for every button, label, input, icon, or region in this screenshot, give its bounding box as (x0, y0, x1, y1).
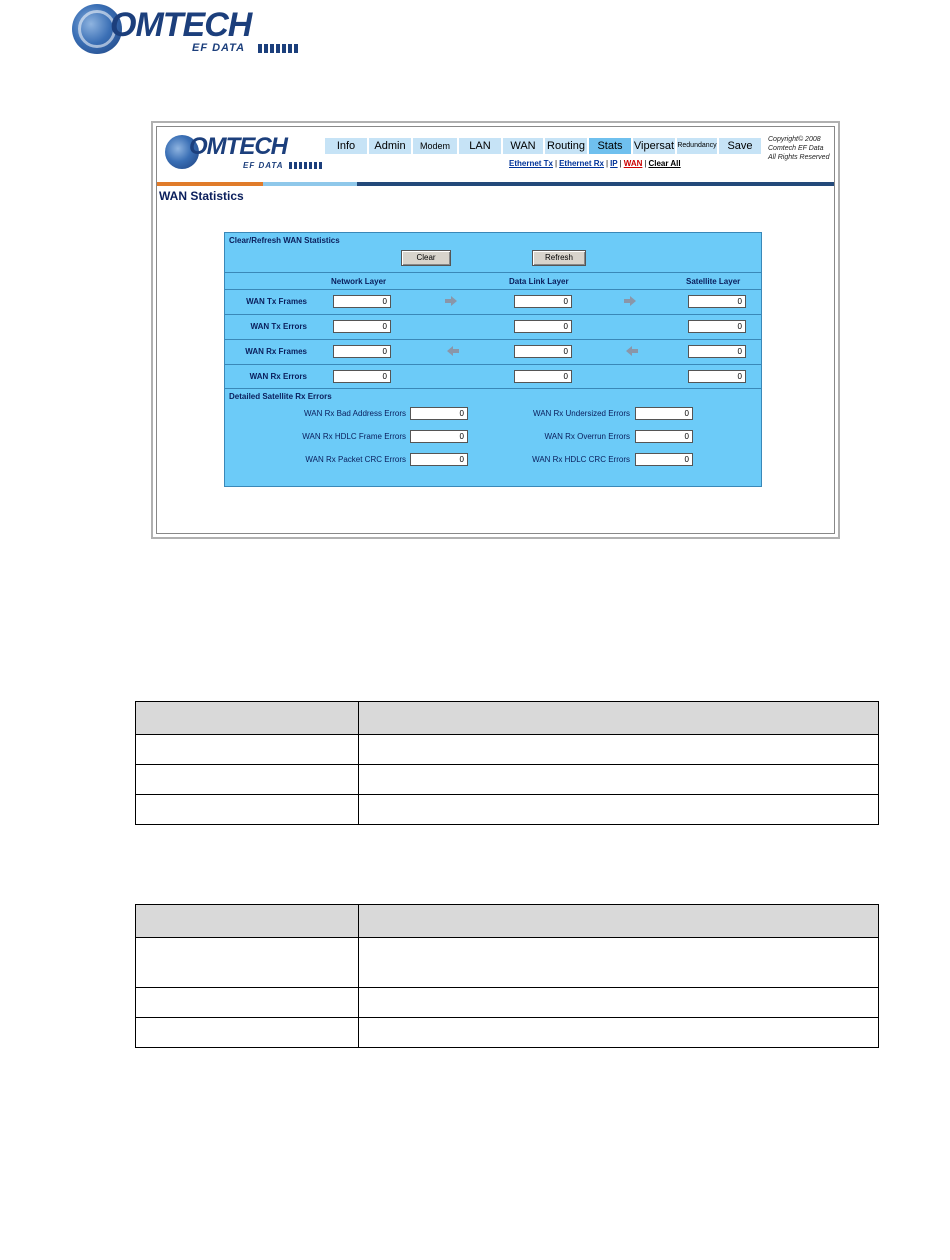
rx-frames-datalink-field[interactable]: 0 (514, 345, 572, 358)
tab-admin[interactable]: Admin (368, 137, 412, 155)
main-nav (324, 137, 762, 155)
document-table-1 (135, 701, 879, 825)
logo-wordmark: OMTECH (110, 6, 252, 44)
tab-routing[interactable]: Routing (544, 137, 588, 155)
tx-frames-satellite-field[interactable]: 0 (688, 295, 746, 308)
row-label-tx-errors: WAN Tx Errors (250, 322, 307, 331)
detail-label-packet-crc: WAN Rx Packet CRC Errors (305, 455, 406, 464)
table-row (136, 765, 879, 795)
table-row (136, 1018, 879, 1048)
rx-errors-satellite-field[interactable]: 0 (688, 370, 746, 383)
rx-frames-network-field[interactable]: 0 (333, 345, 391, 358)
copyright-line: Comtech EF Data (768, 145, 824, 152)
bad-address-errors-field[interactable]: 0 (410, 407, 468, 420)
subnav-ethernet-rx[interactable]: Ethernet Rx (559, 159, 604, 168)
subnav-ethernet-tx[interactable]: Ethernet Tx (509, 159, 554, 168)
copyright-line: All Rights Reserved (768, 154, 830, 161)
packet-crc-errors-field[interactable]: 0 (410, 453, 468, 466)
page-title: WAN Statistics (159, 189, 244, 203)
row-label-rx-errors: WAN Rx Errors (249, 372, 307, 381)
app-window (156, 126, 835, 534)
tab-lan[interactable]: LAN (458, 137, 502, 155)
subnav-clear-all[interactable]: Clear All (648, 159, 681, 168)
stats-subnav: Ethernet Tx | Ethernet Rx | IP | WAN | Clear All (509, 159, 681, 168)
hdlc-crc-errors-field[interactable]: 0 (635, 453, 693, 466)
arrow-left-icon (447, 346, 459, 356)
rx-frames-satellite-field[interactable]: 0 (688, 345, 746, 358)
table-header-row (136, 702, 879, 735)
rx-errors-datalink-field[interactable]: 0 (514, 370, 572, 383)
tab-redundancy[interactable]: Redundancy (676, 137, 718, 155)
col-satellite-layer: Satellite Layer (686, 277, 741, 286)
detail-label-undersized: WAN Rx Undersized Errors (532, 409, 630, 418)
header-rule (157, 182, 834, 186)
clear-button[interactable]: Clear (401, 250, 451, 266)
tab-stats[interactable]: Stats (588, 137, 632, 155)
row-label-tx-frames: WAN Tx Frames (246, 297, 307, 306)
tx-frames-network-field[interactable]: 0 (333, 295, 391, 308)
subnav-wan[interactable]: WAN (623, 159, 643, 168)
tab-vipersat[interactable]: Vipersat (632, 137, 676, 155)
app-logo (165, 133, 330, 175)
tx-errors-datalink-field[interactable]: 0 (514, 320, 572, 333)
detail-label-bad-address: WAN Rx Bad Address Errors (304, 409, 406, 418)
table-header-row (136, 905, 879, 938)
detail-label-hdlc-crc: WAN Rx HDLC CRC Errors (532, 455, 630, 464)
table-row (136, 938, 879, 988)
arrow-left-icon (626, 346, 638, 356)
subnav-ip[interactable]: IP (610, 159, 618, 168)
app-logo-subtitle: EF DATA (243, 161, 284, 170)
tx-errors-satellite-field[interactable]: 0 (688, 320, 746, 333)
screenshot-frame (151, 121, 840, 539)
tab-wan[interactable]: WAN (502, 137, 544, 155)
document-table-2 (135, 904, 879, 1048)
undersized-errors-field[interactable]: 0 (635, 407, 693, 420)
tab-info[interactable]: Info (324, 137, 368, 155)
table-row (136, 795, 879, 825)
overrun-errors-field[interactable]: 0 (635, 430, 693, 443)
table-row (136, 988, 879, 1018)
wan-stats-panel (224, 232, 762, 487)
tab-save[interactable]: Save (718, 137, 762, 155)
col-datalink-layer: Data Link Layer (509, 277, 569, 286)
refresh-button[interactable]: Refresh (532, 250, 586, 266)
logo-bars (258, 44, 298, 53)
detail-label-overrun: WAN Rx Overrun Errors (544, 432, 630, 441)
copyright-notice (768, 135, 835, 162)
detail-section-title: Detailed Satellite Rx Errors (229, 392, 332, 401)
rx-errors-network-field[interactable]: 0 (333, 370, 391, 383)
page-logo (72, 4, 302, 54)
detail-label-hdlc-frame: WAN Rx HDLC Frame Errors (302, 432, 406, 441)
app-logo-bars (289, 162, 323, 169)
tx-errors-network-field[interactable]: 0 (333, 320, 391, 333)
col-network-layer: Network Layer (331, 277, 387, 286)
app-logo-wordmark: OMTECH (189, 133, 287, 160)
arrow-right-icon (624, 296, 636, 306)
row-label-rx-frames: WAN Rx Frames (245, 347, 307, 356)
tab-modem[interactable]: Modem (412, 137, 458, 155)
clear-refresh-title: Clear/Refresh WAN Statistics (229, 236, 340, 245)
arrow-right-icon (445, 296, 457, 306)
hdlc-frame-errors-field[interactable]: 0 (410, 430, 468, 443)
logo-subtitle: EF DATA (192, 42, 246, 54)
copyright-line: Copyright© 2008 (768, 136, 821, 143)
table-row (136, 735, 879, 765)
tx-frames-datalink-field[interactable]: 0 (514, 295, 572, 308)
